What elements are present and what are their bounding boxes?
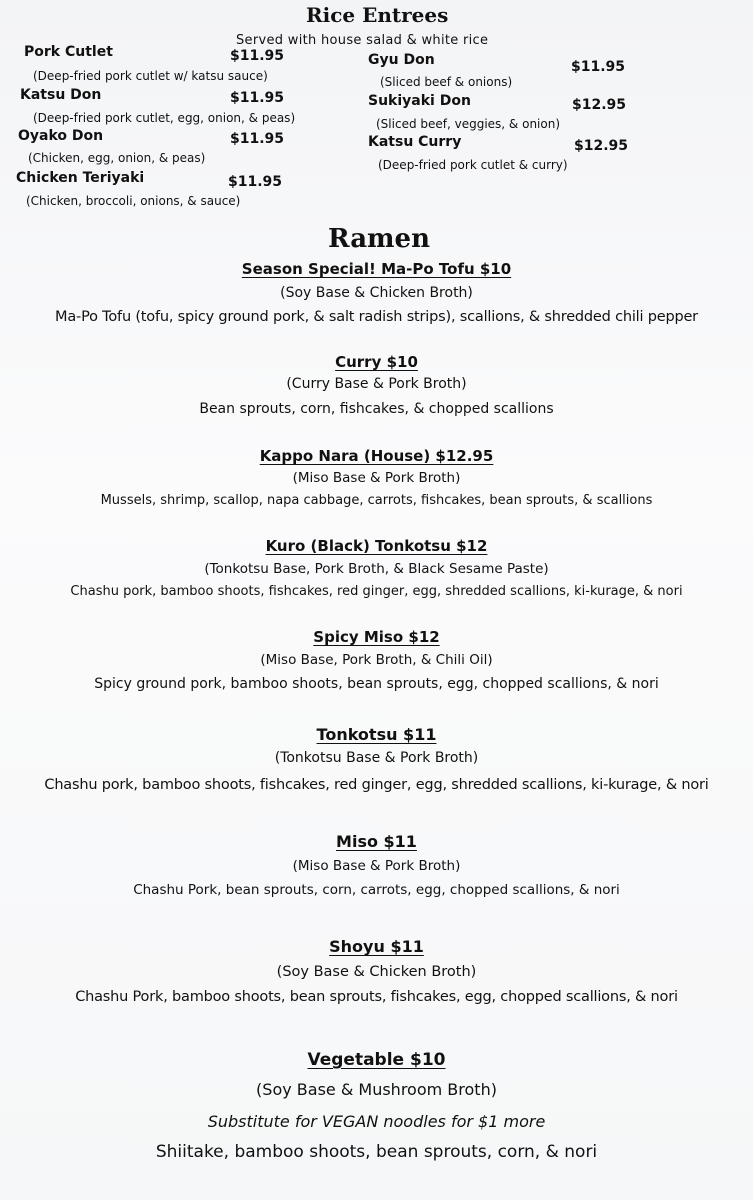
item-name: Katsu Don (20, 87, 102, 103)
ramen-title: Ramen (328, 224, 431, 254)
ramen-item-title: Shoyu $11 (329, 937, 424, 956)
item-price: $11.95 (230, 48, 285, 64)
item-name: Katsu Curry (368, 134, 462, 150)
ramen-item-base: (Miso Base, Pork Broth, & Chili Oil) (260, 652, 493, 668)
item-name: Gyu Don (368, 52, 435, 68)
ramen-item-ingredients: Chashu Pork, bamboo shoots, bean sprouts, fishcakes, egg, chopped scallions, & nori (75, 989, 678, 1005)
item-desc: (Sliced beef & onions) (380, 75, 513, 89)
ramen-item-base: (Tonkotsu Base & Pork Broth) (274, 750, 479, 766)
ramen-item-title: Tonkotsu $11 (316, 725, 437, 744)
ramen-item-title: Curry $10 (335, 353, 418, 371)
item-desc: (Deep-fried pork cutlet & curry) (378, 158, 568, 172)
ramen-item-title: Miso $11 (336, 832, 417, 851)
rice-entrees-subtitle: Served with house salad & white rice (236, 33, 489, 48)
item-desc: (Sliced beef, veggies, & onion) (376, 117, 561, 131)
ramen-item-title: Vegetable $10 (307, 1050, 446, 1070)
ramen-item-base: (Curry Base & Pork Broth) (286, 376, 467, 392)
item-price: $11.95 (230, 131, 285, 147)
item-price: $11.95 (228, 174, 283, 190)
ramen-item-base: (Soy Base & Chicken Broth) (276, 964, 477, 980)
ramen-item-base: (Miso Base & Pork Broth) (292, 858, 461, 874)
ramen-item-base: (Soy Base & Chicken Broth) (280, 285, 473, 301)
item-name: Pork Cutlet (24, 44, 113, 60)
item-desc: (Chicken, egg, onion, & peas) (28, 151, 206, 165)
ramen-item-ingredients: Chashu pork, bamboo shoots, fishcakes, red ginger, egg, shredded scallions, ki-kurage, & nori (44, 777, 709, 793)
ramen-item-ingredients: Bean sprouts, corn, fishcakes, & chopped scallions (199, 401, 554, 417)
ramen-item-ingredients: Ma-Po Tofu (tofu, spicy ground pork, & salt radish strips), scallions, & shredded chili pepper (55, 309, 698, 325)
ramen-item-ingredients: Shiitake, bamboo shoots, bean sprouts, corn, & nori (155, 1142, 598, 1162)
ramen-item-ingredients: Chashu pork, bamboo shoots, fishcakes, red ginger, egg, shredded scallions, ki-kurage, & nori (70, 584, 683, 599)
ramen-item-title: Kuro (Black) Tonkotsu $12 (265, 537, 488, 555)
item-price: $11.95 (571, 59, 626, 75)
item-name: Oyako Don (18, 128, 104, 144)
item-desc: (Chicken, broccoli, onions, & sauce) (26, 194, 241, 208)
ramen-item-title: Spicy Miso $12 (313, 628, 440, 646)
ramen-item-ingredients: Spicy ground pork, bamboo shoots, bean sprouts, egg, chopped scallions, & nori (94, 676, 659, 692)
item-desc: (Deep-fried pork cutlet w/ katsu sauce) (33, 69, 268, 83)
rice-entrees-title: Rice Entrees (306, 3, 449, 27)
ramen-item-base: (Miso Base & Pork Broth) (292, 470, 461, 486)
ramen-item-base: (Soy Base & Mushroom Broth) (256, 1080, 497, 1099)
ramen-item-base: (Tonkotsu Base, Pork Broth, & Black Sesame Paste) (204, 561, 549, 577)
ramen-item-ingredients: Chashu Pork, bean sprouts, corn, carrots, egg, chopped scallions, & nori (133, 882, 620, 898)
ramen-item-title: Kappo Nara (House) $12.95 (259, 447, 494, 465)
ramen-item-note: Substitute for VEGAN noodles for $1 more (207, 1112, 546, 1131)
item-name: Chicken Teriyaki (16, 170, 145, 186)
item-price: $11.95 (230, 90, 285, 106)
item-name: Sukiyaki Don (368, 93, 471, 109)
item-desc: (Deep-fried pork cutlet, egg, onion, & peas) (33, 111, 296, 125)
ramen-item-title: Season Special! Ma-Po Tofu $10 (241, 260, 512, 278)
ramen-item-ingredients: Mussels, shrimp, scallop, napa cabbage, carrots, fishcakes, bean sprouts, & scallions (100, 493, 653, 508)
item-price: $12.95 (572, 97, 627, 113)
item-price: $12.95 (574, 138, 629, 154)
